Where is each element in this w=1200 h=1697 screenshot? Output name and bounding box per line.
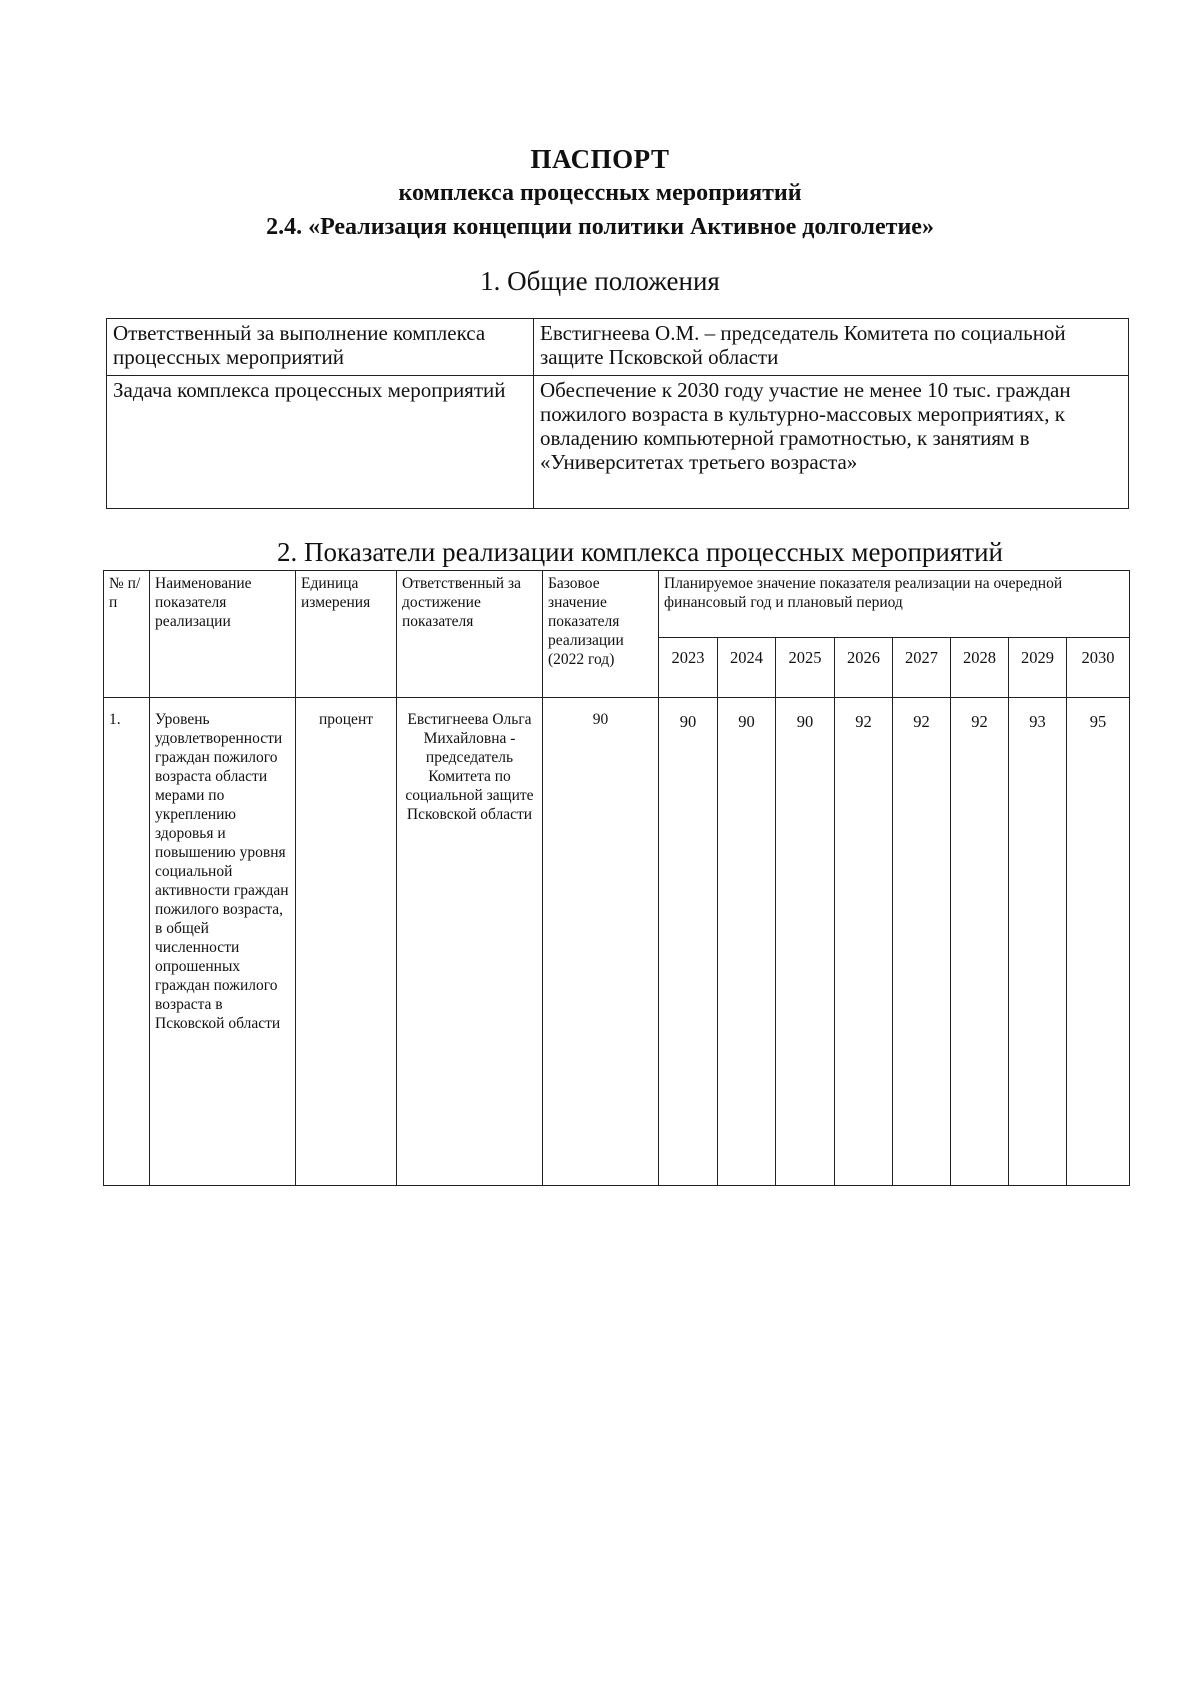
year-header: 2024 xyxy=(718,638,776,698)
col-responsible-header: Ответственный за достижение показателя xyxy=(397,571,543,698)
planned-value: 92 xyxy=(835,698,893,1186)
year-header: 2025 xyxy=(776,638,835,698)
table-row xyxy=(104,698,1130,1186)
planned-value: 92 xyxy=(893,698,951,1186)
planned-value: 92 xyxy=(951,698,1009,1186)
section-2-heading: 2. Показатели реализации комплекса процессных мероприятий xyxy=(277,537,1003,567)
indicators-table xyxy=(103,570,1130,1186)
section-1-heading: 1. Общие положения xyxy=(480,266,720,296)
year-header: 2028 xyxy=(951,638,1009,698)
col-base-header: Базовое значение показателя реализации (2022 год) xyxy=(543,571,659,698)
col-planned-header: Планируемое значение показателя реализации на очередной финансовый год и плановый период xyxy=(659,571,1130,638)
planned-value: 90 xyxy=(776,698,835,1186)
task-value: Обеспечение к 2030 году участие не менее 10 тыс. граждан пожилого возраста в культурно-массовых мероприятиях, к овладению компьютерной грамотностью, к занятиям в «Университетах третьего возраста» xyxy=(534,376,1129,509)
col-unit-header: Единица измерения xyxy=(296,571,397,698)
indicator-unit: процент xyxy=(296,698,397,1186)
year-header: 2027 xyxy=(893,638,951,698)
year-header: 2029 xyxy=(1009,638,1067,698)
indicator-base-value: 90 xyxy=(543,698,659,1186)
document-subtitle: комплекса процессных мероприятий xyxy=(398,180,802,206)
task-label: Задача комплекса процессных мероприятий xyxy=(107,376,534,509)
indicator-responsible: Евстигнеева Ольга Михайловна - председатель Комитета по социальной защите Псковской области xyxy=(397,698,543,1186)
document-title: ПАСПОРТ xyxy=(530,144,670,174)
planned-value: 90 xyxy=(659,698,718,1186)
indicator-name: Уровень удовлетворенности граждан пожилого возраста области мерами по укреплению здоровья и повышению уровня социальной активности граждан пожилого возраста, в общей численности опрошенных граждан пожилого возраста в Псковской области xyxy=(150,698,296,1186)
document-subtitle-program: 2.4. «Реализация концепции политики Активное долголетие» xyxy=(266,214,934,240)
responsible-value: Евстигнеева О.М. – председатель Комитета по социальной защите Псковской области xyxy=(534,319,1129,376)
year-header: 2026 xyxy=(835,638,893,698)
col-num-header: № п/п xyxy=(104,571,150,698)
planned-value: 93 xyxy=(1009,698,1067,1186)
planned-value: 95 xyxy=(1067,698,1130,1186)
year-header: 2023 xyxy=(659,638,718,698)
general-provisions-table xyxy=(106,318,1129,509)
planned-value: 90 xyxy=(718,698,776,1186)
col-name-header: Наименование показателя реализации xyxy=(150,571,296,698)
year-header: 2030 xyxy=(1067,638,1130,698)
responsible-label: Ответственный за выполнение комплекса процессных мероприятий xyxy=(107,319,534,376)
row-num: 1. xyxy=(104,698,150,1186)
header-row xyxy=(104,571,1130,638)
table-row xyxy=(107,319,1129,376)
table-row xyxy=(107,376,1129,509)
